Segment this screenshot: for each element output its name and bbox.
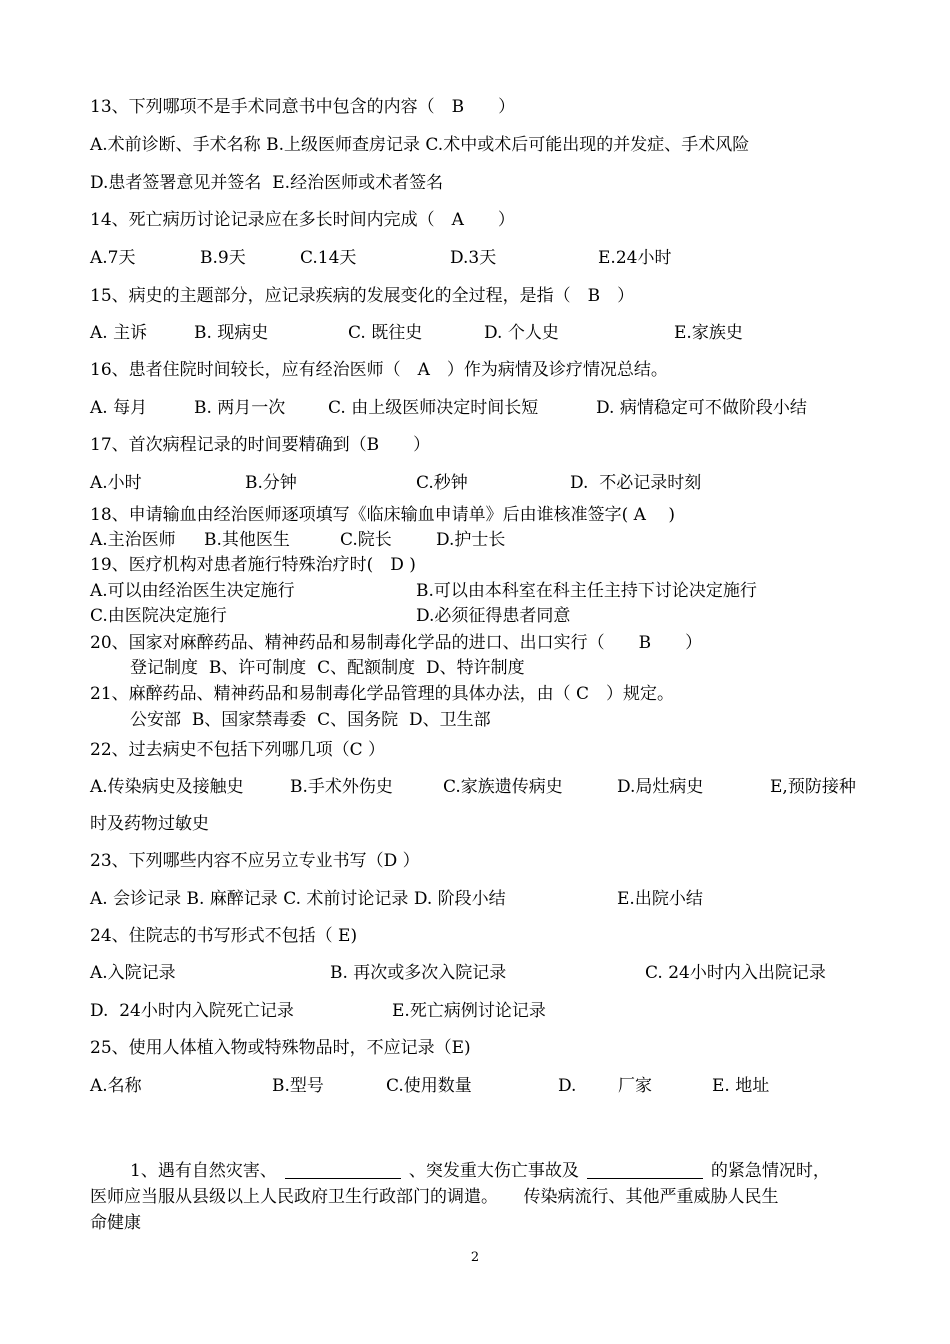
option: D.护士长 <box>436 530 506 550</box>
option: D.局灶病史 <box>617 777 704 797</box>
option: A. 主诉 <box>90 323 148 343</box>
question-24-stem: 24、住院志的书写形式不包括（ E) <box>90 926 358 946</box>
option: D、卫生部 <box>408 710 491 730</box>
question-22-continuation: 时及药物过敏史 <box>90 814 209 834</box>
option: D.3天 <box>450 248 497 268</box>
fill-blank-line1 <box>130 1160 830 1182</box>
question-13-options-line2 <box>90 172 443 194</box>
option: E.死亡病例讨论记录 <box>392 1001 546 1021</box>
option: 登记制度 <box>130 658 198 678</box>
answer-blank-1[interactable] <box>285 1160 401 1179</box>
option: B.手术外伤史 <box>290 777 393 797</box>
option: 公安部 <box>130 710 181 730</box>
option: E. 地址 <box>712 1076 770 1096</box>
fill-blank-text: 1、遇有自然灾害、 <box>130 1161 277 1181</box>
option: 厂家 <box>618 1076 652 1096</box>
option: C. 术前讨论记录 <box>283 889 409 909</box>
option: D. 阶段小结 <box>413 889 506 909</box>
option: E.出院小结 <box>617 889 703 909</box>
option: A.入院记录 <box>90 963 176 983</box>
option: A.名称 <box>90 1076 142 1096</box>
question-13-options-line1 <box>90 134 749 156</box>
question-23-stem: 23、下列哪些内容不应另立专业书写（D ） <box>90 851 420 871</box>
option: A.小时 <box>90 473 142 493</box>
option: D. 24小时内入院死亡记录 <box>90 1001 294 1021</box>
option: A.术前诊断、手术名称 <box>90 135 261 155</box>
option: D. 不必记录时刻 <box>570 473 702 493</box>
question-18-stem: 18、申请输血由经治医师逐项填写《临床输血申请单》后由谁核准签字( A ) <box>90 505 675 525</box>
option: C.由医院决定施行 <box>90 606 227 626</box>
option: D. <box>558 1076 577 1096</box>
option: C. 既往史 <box>348 323 423 343</box>
option: C.院长 <box>340 530 392 550</box>
option: A.7天 <box>90 248 136 268</box>
option: B. 麻醉记录 <box>186 889 278 909</box>
option: C、国务院 <box>317 710 399 730</box>
question-20-options <box>130 657 525 679</box>
option: B. 现病史 <box>194 323 269 343</box>
option: B、国家禁毒委 <box>191 710 307 730</box>
option: C. 由上级医师决定时间长短 <box>328 398 539 418</box>
question-25-stem: 25、使用人体植入物或特殊物品时，不应记录（E) <box>90 1038 471 1058</box>
option: B、许可制度 <box>208 658 307 678</box>
question-23-options <box>90 888 506 910</box>
option: D. 病情稳定可不做阶段小结 <box>596 398 807 418</box>
fill-blank-line3: 命健康 <box>90 1213 141 1233</box>
fill-blank-line2: 医师应当服从县级以上人民政府卫生行政部门的调遣。 传染病流行、其他严重威胁人民生 <box>90 1187 779 1207</box>
option: C.家族遗传病史 <box>443 777 563 797</box>
option: B.分钟 <box>245 473 297 493</box>
option: A. 会诊记录 <box>90 889 182 909</box>
option: C.秒钟 <box>416 473 468 493</box>
page-number: 2 <box>470 1250 480 1265</box>
option: A.传染病史及接触史 <box>90 777 244 797</box>
option: C.使用数量 <box>386 1076 472 1096</box>
fill-blank-text: 、突发重大伤亡事故及 <box>408 1161 579 1181</box>
question-22-stem: 22、过去病史不包括下列哪几项（C ） <box>90 740 386 760</box>
option: E.经治医师或术者签名 <box>272 173 444 193</box>
option: B.型号 <box>272 1076 324 1096</box>
question-21-stem: 21、麻醉药品、精神药品和易制毒化学品管理的具体办法，由（ C ）规定。 <box>90 684 675 704</box>
answer-blank-2[interactable] <box>587 1160 703 1179</box>
question-17-stem: 17、首次病程记录的时间要精确到（B ） <box>90 435 431 455</box>
question-14-stem: 14、死亡病历讨论记录应在多长时间内完成（ A ） <box>90 210 515 230</box>
question-16-stem: 16、患者住院时间较长，应有经治医师（ A ）作为病情及诊疗情况总结。 <box>90 360 668 380</box>
option: C、配额制度 <box>317 658 416 678</box>
option: E.家族史 <box>674 323 743 343</box>
option: C. 24小时内入出院记录 <box>645 963 826 983</box>
option: D.必须征得患者同意 <box>416 606 571 626</box>
question-19-stem: 19、医疗机构对患者施行特殊治疗时( D ) <box>90 555 416 575</box>
option: B.上级医师查房记录 <box>266 135 420 155</box>
option: B.其他医生 <box>204 530 290 550</box>
option: A. 每月 <box>90 398 148 418</box>
option: E,预防接种 <box>770 777 856 797</box>
option: B.可以由本科室在科主任主持下讨论决定施行 <box>416 581 757 601</box>
option: D、特许制度 <box>425 658 525 678</box>
option: B.9天 <box>200 248 246 268</box>
option: C.术中或术后可能出现的并发症、手术风险 <box>425 135 750 155</box>
option: C.14天 <box>300 248 357 268</box>
option: A.主治医师 <box>90 530 176 550</box>
question-15-stem: 15、病史的主题部分，应记录疾病的发展变化的全过程，是指（ B ） <box>90 286 635 306</box>
question-13-stem: 13、下列哪项不是手术同意书中包含的内容（ B ） <box>90 97 516 117</box>
option: E.24小时 <box>598 248 672 268</box>
question-20-stem: 20、国家对麻醉药品、精神药品和易制毒化学品的进口、出口实行（ B ） <box>90 633 703 653</box>
question-21-options <box>130 709 491 731</box>
option: B. 再次或多次入院记录 <box>330 963 507 983</box>
option: A.可以由经治医生决定施行 <box>90 581 295 601</box>
option: D.患者签署意见并签名 <box>90 173 262 193</box>
option: B. 两月一次 <box>194 398 286 418</box>
fill-blank-text: 的紧急情况时， <box>710 1161 830 1181</box>
option: D. 个人史 <box>484 323 559 343</box>
